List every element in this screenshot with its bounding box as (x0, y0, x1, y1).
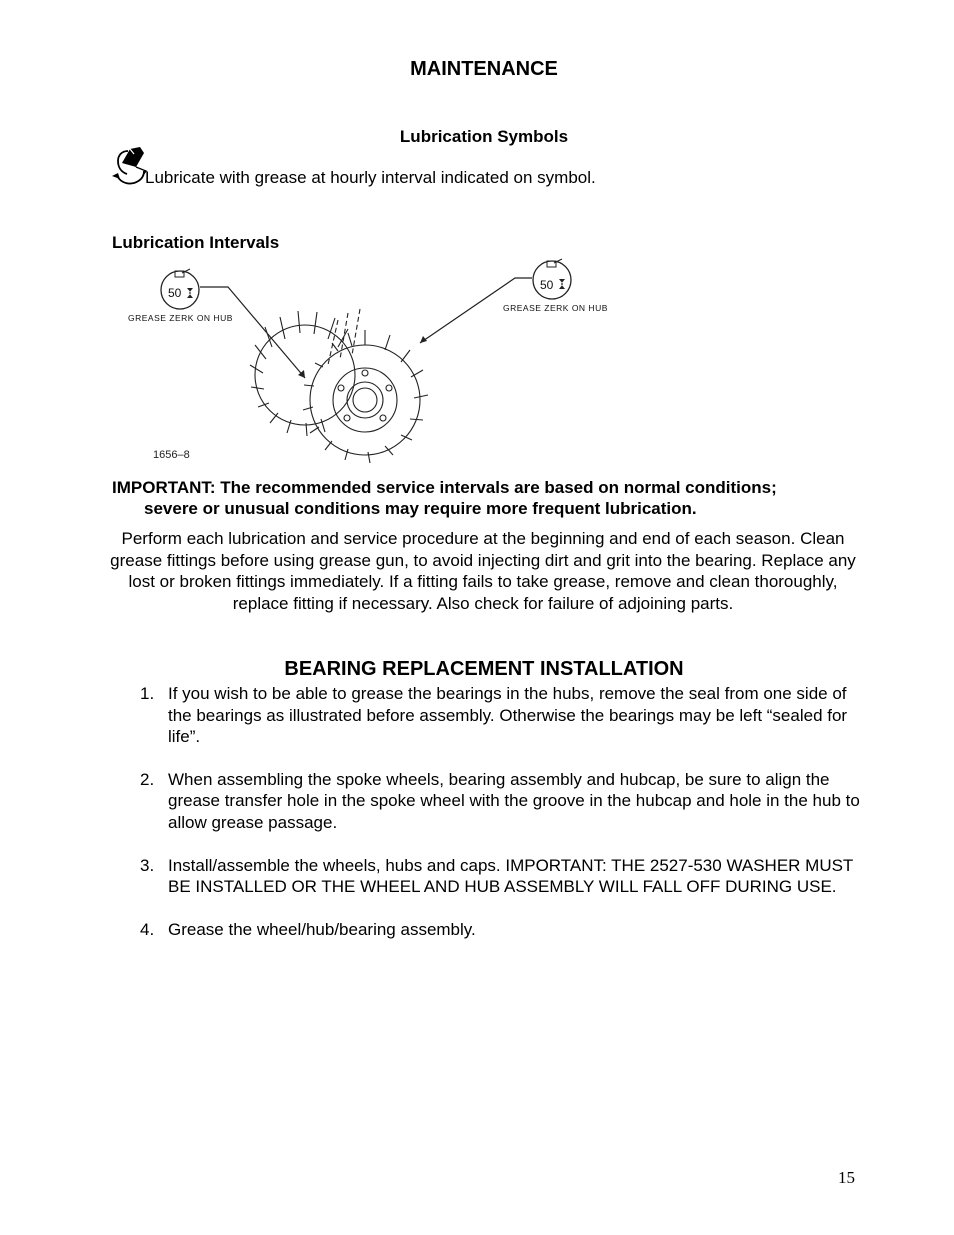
right-interval-hours: 50 (540, 278, 554, 292)
right-grease-badge (533, 259, 571, 299)
grease-gun-icon (110, 145, 150, 187)
left-grease-badge (161, 269, 199, 309)
list-item (140, 769, 860, 834)
spoke-wheel-diagram (120, 255, 620, 465)
right-zerk-label: GREASE ZERK ON HUB (503, 303, 608, 313)
step-number: 2. (140, 769, 155, 789)
lubrication-symbol-description: Lubricate with grease at hourly interval indicated on symbol. (145, 168, 596, 187)
step-text: Grease the wheel/hub/bearing assembly. (168, 919, 476, 939)
figure-number: 1656–8 (153, 449, 190, 461)
bearing-section-heading: BEARING REPLACEMENT INSTALLATION (284, 658, 684, 680)
step-number: 3. (140, 855, 155, 875)
lubrication-symbols-heading: Lubrication Symbols (399, 127, 569, 146)
page-title: MAINTENANCE (410, 58, 558, 80)
important-notice-line-2: severe or unusual conditions may require more frequent lubrication. (144, 499, 697, 518)
list-item (140, 855, 860, 898)
left-zerk-label: GREASE ZERK ON HUB (128, 313, 233, 323)
service-procedure-paragraph: Perform each lubrication and service procedure at the beginning and end of each season. Clean grease fittings before using grease gun, to avoid injecting dirt and grit into the bearing. Replace any lost or broken fittings immediately. If a fitting fails to take grease, remove and clean thoroughly, replace fitting if necessary. Also check for failure of adjoining parts. (110, 529, 856, 613)
list-item (140, 683, 860, 748)
bearing-steps-list (140, 683, 860, 961)
front-spoke-wheel (303, 309, 428, 463)
list-item (140, 919, 860, 941)
step-number: 4. (140, 919, 155, 939)
step-number: 1. (140, 684, 155, 703)
page-number: 15 (838, 1168, 855, 1187)
step-text: When assembling the spoke wheels, bearing assembly and hubcap, be sure to align the grease transfer hole in the spoke wheel with the groove in the hubcap and hole in the hub to allow grease passage. (168, 769, 860, 832)
lubrication-intervals-heading: Lubrication Intervals (112, 233, 280, 252)
important-notice (112, 477, 872, 519)
important-notice-line-1: IMPORTANT: The recommended service intervals are based on normal conditions; (112, 478, 777, 497)
step-text: If you wish to be able to grease the bearings in the hubs, remove the seal from one side of the bearings as illustrated before assembly. Otherwise the bearings may be left “sealed for life”. (168, 684, 848, 747)
step-text: Install/assemble the wheels, hubs and caps. IMPORTANT: THE 2527-530 WASHER MUST BE INSTALLED OR THE WHEEL AND HUB ASSEMBLY WILL FALL OFF DURING USE. (168, 855, 854, 897)
left-interval-hours: 50 (168, 286, 182, 300)
